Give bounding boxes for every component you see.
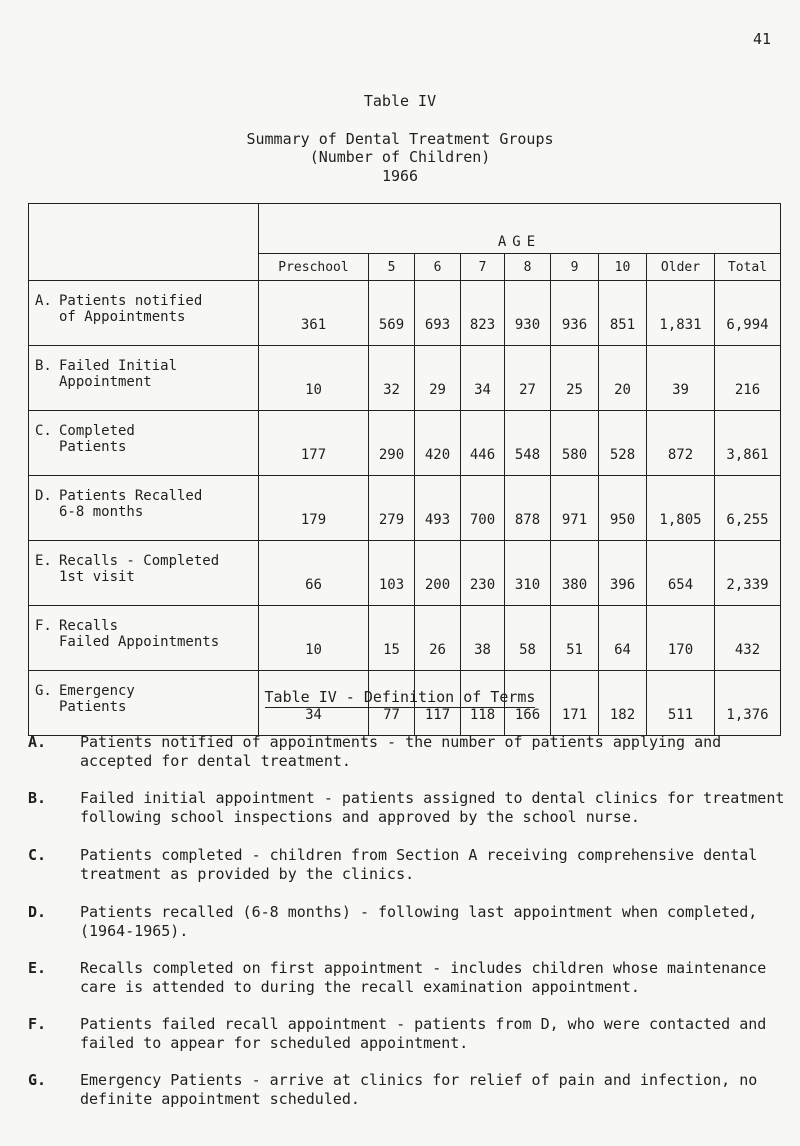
- column-header: Total: [715, 254, 781, 281]
- definition-text: Failed initial appointment - patients assigned to dental clinics for treatment following school inspections and approved by the school nurse.: [80, 789, 785, 826]
- table-cell: 823: [461, 281, 505, 346]
- table-cell: 77: [369, 671, 415, 736]
- table-cell: 20: [599, 346, 647, 411]
- table-cell: 279: [369, 476, 415, 541]
- table-cell: 177: [259, 411, 369, 476]
- column-header: 10: [599, 254, 647, 281]
- table-cell: 10: [259, 346, 369, 411]
- table-cell: 878: [505, 476, 551, 541]
- table-cell: 569: [369, 281, 415, 346]
- row-label: [29, 541, 259, 606]
- table-cell: 930: [505, 281, 551, 346]
- definition-text: Patients completed - children from Section A receiving comprehensive dental treatment as provided by the clinics.: [80, 846, 758, 883]
- page-number: 41: [753, 30, 772, 48]
- table-cell: 117: [415, 671, 461, 736]
- definition-item: [28, 903, 788, 941]
- table-title: Table IV: [363, 92, 437, 110]
- table-cell: 182: [599, 671, 647, 736]
- table-cell: 361: [259, 281, 369, 346]
- definition-text: Emergency Patients - arrive at clinics for relief of pain and infection, no definite appointment scheduled.: [80, 1071, 758, 1108]
- row-label-line1: Patients notified: [59, 293, 203, 309]
- table-cell: 310: [505, 541, 551, 606]
- row-letter: B.: [35, 358, 52, 374]
- definition-letter: B.: [28, 789, 47, 807]
- table-cell: 1,831: [647, 281, 715, 346]
- row-letter: A.: [35, 293, 52, 309]
- definition-letter: E.: [28, 959, 47, 977]
- row-letter: D.: [35, 488, 52, 504]
- column-header: 7: [461, 254, 505, 281]
- column-header: Preschool: [259, 254, 369, 281]
- table-cell: 39: [647, 346, 715, 411]
- treatment-groups-table: [28, 203, 781, 736]
- table-cell: 230: [461, 541, 505, 606]
- table-cell: 950: [599, 476, 647, 541]
- column-header: 8: [505, 254, 551, 281]
- row-label-line2: Failed Appointments: [59, 634, 220, 650]
- table-row: [29, 476, 781, 541]
- definition-text: Patients failed recall appointment - patients from D, who were contacted and failed to appear for scheduled appointment.: [80, 1015, 767, 1052]
- column-header: 9: [551, 254, 599, 281]
- column-header: 6: [415, 254, 461, 281]
- row-label: [29, 476, 259, 541]
- table-cell: 34: [259, 671, 369, 736]
- table-cell: 29: [415, 346, 461, 411]
- definition-item: [28, 1015, 788, 1053]
- table-cell: 872: [647, 411, 715, 476]
- table-cell: 66: [259, 541, 369, 606]
- table-cell: 6,994: [715, 281, 781, 346]
- column-header: 5: [369, 254, 415, 281]
- table-cell: 32: [369, 346, 415, 411]
- row-label-line2: Appointment: [59, 374, 152, 390]
- table-row: [29, 281, 781, 346]
- table-cell: 171: [551, 671, 599, 736]
- definition-text: Recalls completed on first appointment - includes children whose maintenance care is attended to during the recall examination appointment.: [80, 959, 767, 996]
- table-cell: 6,255: [715, 476, 781, 541]
- table-cell: 58: [505, 606, 551, 671]
- age-group-header: AGE: [259, 204, 781, 254]
- table-cell: 432: [715, 606, 781, 671]
- definition-letter: F.: [28, 1015, 47, 1033]
- table-cell: 580: [551, 411, 599, 476]
- table-cell: 38: [461, 606, 505, 671]
- row-label-line2: Patients: [59, 699, 127, 715]
- table-cell: 700: [461, 476, 505, 541]
- row-label-line2: of Appointments: [59, 309, 186, 325]
- table-cell: 548: [505, 411, 551, 476]
- table-cell: 26: [415, 606, 461, 671]
- table-cell: 446: [461, 411, 505, 476]
- table-cell: 2,339: [715, 541, 781, 606]
- table-cell: 216: [715, 346, 781, 411]
- definition-letter: C.: [28, 846, 47, 864]
- table-cell: 396: [599, 541, 647, 606]
- row-letter: E.: [35, 553, 52, 569]
- table-body: [29, 281, 781, 736]
- table-cell: 179: [259, 476, 369, 541]
- table-cell: 27: [505, 346, 551, 411]
- row-label-line1: Recalls - Completed: [59, 553, 220, 569]
- definition-item: [28, 1071, 788, 1109]
- table-cell: 170: [647, 606, 715, 671]
- table-cell: 290: [369, 411, 415, 476]
- table-cell: 64: [599, 606, 647, 671]
- definition-item: [28, 789, 788, 827]
- table-cell: 51: [551, 606, 599, 671]
- table-cell: 200: [415, 541, 461, 606]
- table-cell: 693: [415, 281, 461, 346]
- table-cell: 10: [259, 606, 369, 671]
- table-cell: 34: [461, 346, 505, 411]
- table-cell: 936: [551, 281, 599, 346]
- table-row: [29, 541, 781, 606]
- definition-item: [28, 733, 788, 771]
- column-header: Older: [647, 254, 715, 281]
- definition-text: Patients notified of appointments - the number of patients applying and accepted for dental treatment.: [80, 733, 722, 770]
- row-label: [29, 606, 259, 671]
- table-cell: 1,376: [715, 671, 781, 736]
- table-cell: 654: [647, 541, 715, 606]
- table-subtitle-units: (Number of Children): [309, 148, 491, 166]
- table-subtitle: Summary of Dental Treatment Groups: [246, 130, 554, 148]
- row-label: [29, 411, 259, 476]
- row-label-line1: Completed: [59, 423, 135, 439]
- row-label-line2: Patients: [59, 439, 127, 455]
- row-label: [29, 281, 259, 346]
- table-row: [29, 411, 781, 476]
- row-letter: F.: [35, 618, 52, 634]
- row-label-line1: Emergency: [59, 683, 135, 699]
- table-cell: 493: [415, 476, 461, 541]
- table-cell: 1,805: [647, 476, 715, 541]
- table-cell: 166: [505, 671, 551, 736]
- table-cell: 3,861: [715, 411, 781, 476]
- table-cell: 103: [369, 541, 415, 606]
- row-label-line1: Failed Initial: [59, 358, 178, 374]
- table-cell: 511: [647, 671, 715, 736]
- row-label-line1: Patients Recalled: [59, 488, 203, 504]
- definitions-title: [0, 688, 800, 706]
- table-cell: 528: [599, 411, 647, 476]
- definition-letter: D.: [28, 903, 47, 921]
- empty-corner-cell: [29, 204, 259, 281]
- table-cell: 971: [551, 476, 599, 541]
- definition-letter: G.: [28, 1071, 47, 1089]
- table-cell: 851: [599, 281, 647, 346]
- definition-item: [28, 846, 788, 884]
- table-cell: 15: [369, 606, 415, 671]
- row-label-line2: 6-8 months: [59, 504, 144, 520]
- table-cell: 118: [461, 671, 505, 736]
- row-label-line2: 1st visit: [59, 569, 135, 585]
- table-year: 1966: [381, 167, 419, 185]
- definition-text: Patients recalled (6-8 months) - following last appointment when completed, (1964-1965).: [80, 903, 758, 940]
- definitions-title-text: Table IV - Definition of Terms: [264, 688, 536, 706]
- row-label-line1: Recalls: [59, 618, 119, 634]
- definition-letter: A.: [28, 733, 47, 751]
- row-letter: G.: [35, 683, 52, 699]
- row-letter: C.: [35, 423, 52, 439]
- table-row: [29, 606, 781, 671]
- table-cell: 25: [551, 346, 599, 411]
- row-label: [29, 346, 259, 411]
- table-row: [29, 346, 781, 411]
- definition-item: [28, 959, 788, 997]
- table-cell: 420: [415, 411, 461, 476]
- table-cell: 380: [551, 541, 599, 606]
